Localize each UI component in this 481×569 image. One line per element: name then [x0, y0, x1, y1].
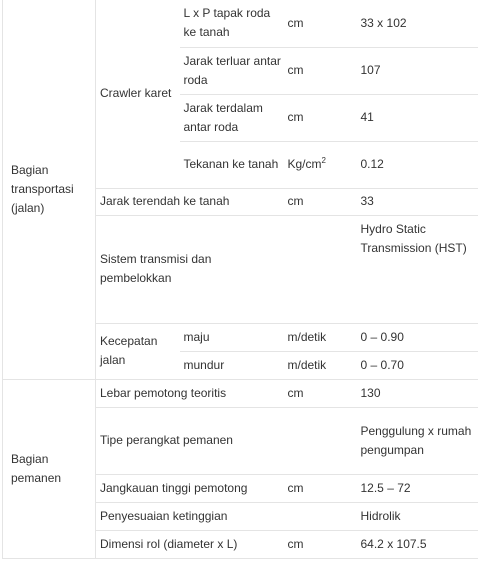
- spec-unit: m/detik: [284, 351, 357, 379]
- spec-label: Jarak terdalam antar roda: [180, 94, 284, 141]
- spec-label: Tekanan ke tanah: [180, 141, 284, 188]
- spec-label: Jarak terluar antar roda: [180, 47, 284, 94]
- section-label-transport: Bagian transportasi (jalan): [3, 0, 96, 379]
- spec-unit: cm: [284, 0, 357, 47]
- spec-unit: [284, 502, 357, 530]
- spec-unit: m/detik: [284, 323, 357, 351]
- unit-exponent: 2: [321, 156, 326, 165]
- spec-label: L x P tapak roda ke tanah: [180, 0, 284, 47]
- spec-label: Jarak terendah ke tanah: [96, 188, 284, 215]
- spec-label: Tipe perangkat pemanen: [96, 407, 284, 474]
- spec-value: Hidrolik: [357, 502, 478, 530]
- spec-label: Sistem transmisi dan pembelokkan: [96, 215, 284, 323]
- spec-value: 0.12: [357, 141, 478, 188]
- spec-label: Penyesuaian ketinggian: [96, 502, 284, 530]
- table-row: [3, 379, 478, 407]
- spec-value: 64.2 x 107.5: [357, 530, 478, 558]
- spec-value: 0 – 0.90: [357, 323, 478, 351]
- spec-label: Jangkauan tinggi pemotong: [96, 474, 284, 502]
- group-label-crawler: Crawler karet: [96, 0, 180, 188]
- section-label-harvest: Bagian pemanen: [3, 379, 96, 558]
- spec-table: [2, 0, 478, 559]
- spec-unit: cm: [284, 94, 357, 141]
- group-label-speed: Kecepatan jalan: [96, 323, 180, 379]
- spec-label: Dimensi rol (diameter x L): [96, 530, 284, 558]
- spec-value: 33: [357, 188, 478, 215]
- spec-unit: cm: [284, 188, 357, 215]
- spec-unit: cm: [284, 530, 357, 558]
- spec-label: Lebar pemotong teoritis: [96, 379, 284, 407]
- spec-unit: [284, 141, 357, 188]
- spec-value: 0 – 0.70: [357, 351, 478, 379]
- spec-label: maju: [180, 323, 284, 351]
- spec-value: 33 x 102: [357, 0, 478, 47]
- spec-unit: cm: [284, 379, 357, 407]
- unit-base: Kg/cm: [287, 157, 322, 171]
- table-row: [3, 0, 478, 47]
- spec-value: Hydro Static Transmission (HST): [357, 215, 478, 323]
- spec-value: 41: [357, 94, 478, 141]
- spec-value: Penggulung x rumah pengumpan: [357, 407, 478, 474]
- spec-value: 107: [357, 47, 478, 94]
- spec-unit: cm: [284, 474, 357, 502]
- spec-unit: [284, 407, 357, 474]
- spec-unit: cm: [284, 47, 357, 94]
- spec-value: 130: [357, 379, 478, 407]
- spec-label: mundur: [180, 351, 284, 379]
- spec-value: 12.5 – 72: [357, 474, 478, 502]
